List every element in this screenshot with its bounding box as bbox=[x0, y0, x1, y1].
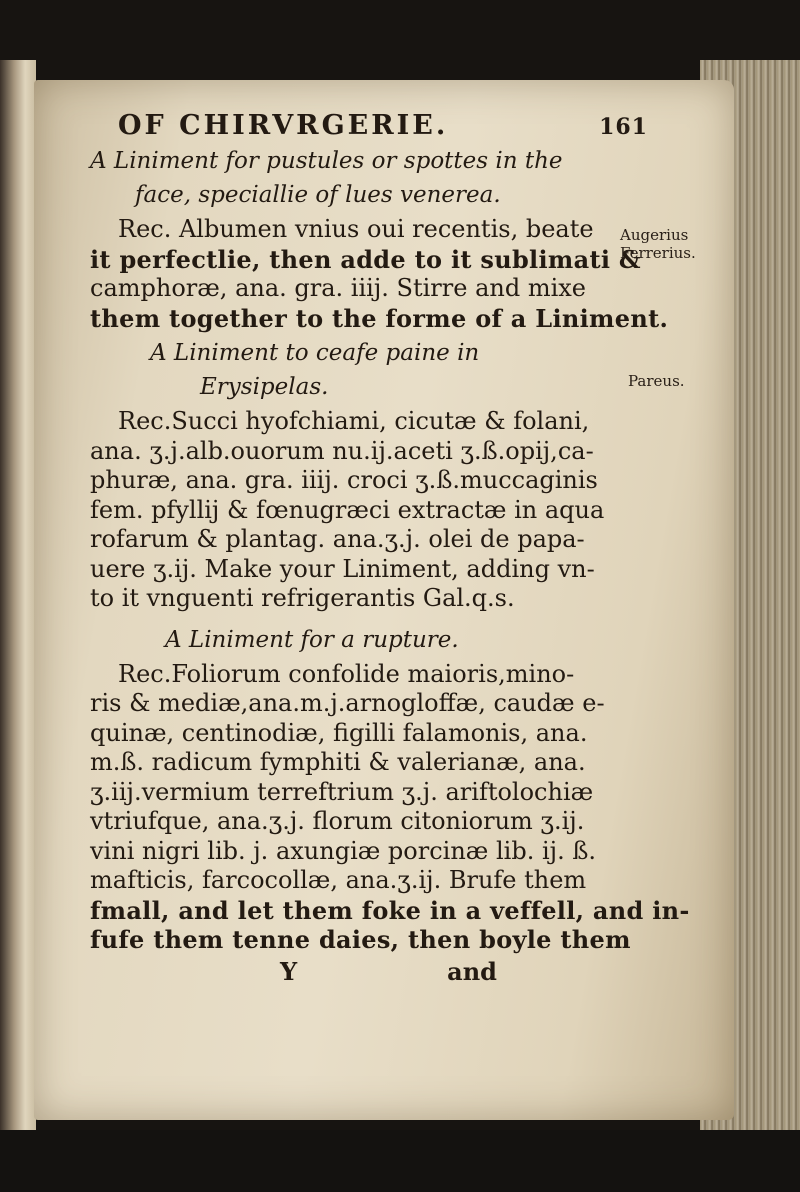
text-line: ana. ʒ.j.alb.ouorum nu.ij.aceti ʒ.ß.opij,ca- bbox=[90, 436, 594, 465]
text-line: fmall, and let them foke in a veffell, and in- bbox=[90, 895, 690, 925]
text-line: Rec.Succi hyofchiami, cicutæ & folani, bbox=[118, 407, 590, 435]
text-line: camphoræ, ana. gra. iiij. Stirre and mixe bbox=[90, 274, 586, 302]
text-line: vini nigri lib. j. axungiæ porcinæ lib. ij. ß. bbox=[90, 836, 596, 865]
text-line: to it vnguenti refrigerantis Gal.q.s. bbox=[90, 584, 515, 612]
text-line: Rec. Albumen vnius oui recentis, beate bbox=[118, 215, 594, 243]
signature-mark: Y bbox=[280, 956, 298, 986]
page-text bbox=[90, 110, 690, 986]
text-line: fem. pfyllij & fœnugræci extractæ in aqua bbox=[90, 495, 605, 524]
text-line: them together to the forme of a Liniment. bbox=[90, 303, 669, 333]
facing-page-edge bbox=[0, 60, 36, 1192]
paragraph-pustules bbox=[90, 215, 690, 333]
heading-erysipelas-cont: Erysipelas. bbox=[200, 374, 329, 400]
heading-rupture: A Liniment for a rupture. bbox=[165, 626, 459, 653]
text-line: uere ʒ.ij. Make your Liniment, adding vn- bbox=[90, 554, 595, 583]
margin-note-pareus: Pareus. bbox=[628, 372, 685, 390]
catchword-line bbox=[90, 957, 690, 986]
text-line: quinæ, centinodiæ, figilli falamonis, ana. bbox=[90, 718, 588, 747]
text-line: it perfectlie, then adde to it sublimati & bbox=[90, 244, 641, 274]
heading-pustules-cont: face, speciallie of lues venerea. bbox=[135, 182, 501, 208]
heading-pustules: A Liniment for pustules or spottes in the bbox=[90, 148, 563, 174]
paragraph-erysipelas bbox=[90, 407, 690, 614]
header-title: OF CHIRVRGERIE. bbox=[118, 110, 449, 141]
margin-note-augerius bbox=[620, 226, 696, 262]
text-line: fufe them tenne daies, then boyle them bbox=[90, 925, 631, 954]
text-line: ʒ.iij.vermium terreftrium ʒ.j. ariftolochiæ bbox=[90, 777, 594, 806]
catchword: and bbox=[447, 956, 497, 986]
margin-note-line: Ferrerius. bbox=[620, 244, 696, 262]
running-header bbox=[118, 110, 648, 141]
heading-erysipelas: A Liniment to ceafe paine in bbox=[150, 340, 480, 366]
paragraph-rupture bbox=[90, 660, 690, 955]
text-line: ris & mediæ,ana.m.j.arnogloffæ, caudæ e- bbox=[90, 689, 605, 717]
text-line: rofarum & plantag. ana.ʒ.j. olei de papa- bbox=[90, 525, 585, 553]
page-number: 161 bbox=[599, 114, 648, 140]
text-line: mafticis, farcocollæ, ana.ʒ.ij. Brufe them bbox=[90, 866, 587, 894]
text-line: m.ß. radicum fymphiti & valerianæ, ana. bbox=[90, 748, 586, 776]
bottom-shadow bbox=[0, 1130, 800, 1192]
margin-note-line: Augerius bbox=[620, 226, 689, 244]
text-line: Rec.Foliorum confolide maioris,mino- bbox=[118, 659, 575, 688]
text-line: vtriufque, ana.ʒ.j. florum citoniorum ʒ.ij. bbox=[90, 807, 585, 835]
text-line: phuræ, ana. gra. iiij. croci ʒ.ß.muccaginis bbox=[90, 466, 598, 494]
